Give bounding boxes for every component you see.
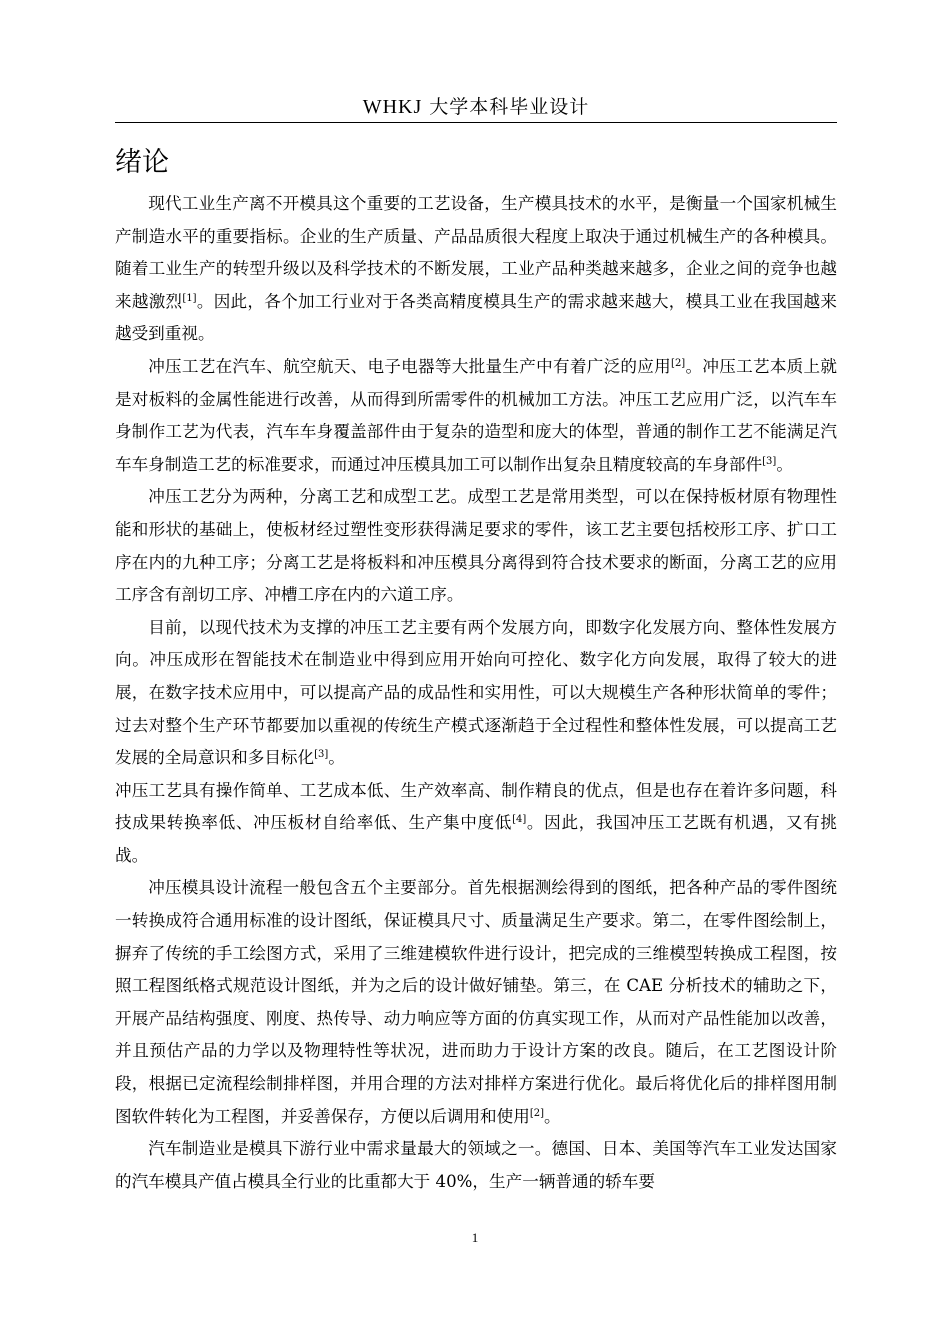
paragraph-text: 。 xyxy=(328,748,345,768)
paragraph xyxy=(115,775,837,873)
citation-ref: [3] xyxy=(762,455,777,467)
paragraph-text: 。因此，我国冲压工艺既有机遇，又有挑战。 xyxy=(115,813,838,865)
citation-ref: [4] xyxy=(512,814,527,826)
paragraph-text: 目前，以现代技术为支撑的冲压工艺主要有两个发展方向，即数字化发展方向、整体性发展方向。冲压成形在智能技术在制造业中得到应用开始向可控化、数字化方向发展，取得了较大的进展，在数字技术应用中，可以提高产品的成品性和实用性，可以大规模生产各种形状简单的零件；过去对整个生产环节都要加以重视的传统生产模式逐渐趋于全过程性和整体性发展，可以提高工艺发展的全局意识和多目标化 xyxy=(115,617,837,768)
paragraph xyxy=(115,481,837,611)
header-code: WHKJ xyxy=(362,96,423,118)
citation-ref: [2] xyxy=(529,1107,545,1119)
paragraph xyxy=(115,872,837,1133)
paragraph xyxy=(115,1133,837,1198)
paragraph-text: 冲压工艺在汽车、航空航天、电子电器等大批量生产中有着广泛的应用 xyxy=(148,356,672,376)
header-title: 大学本科毕业设计 xyxy=(422,96,590,118)
paragraph-text: 冲压模具设计流程一般包含五个主要部分。首先根据测绘得到的图纸，把各种产品的零件图统一转换成符合通用标准的设计图纸，保证模具尺寸、质量满足生产要求。第二，在零件图绘制上，摒弃了传统的手工绘图方式，采用了三维建模软件进行设计，把完成的三维模型转换成工程图，按照工程图纸格式规范设计图纸，并为之后的设计做好铺垫。第三，在 CAE 分析技术的辅助之下，开展产品结构强度、刚度、热传导、动力响应等方面的仿真实现工作，从而对产品性能加以改善，并且预估产品的力学以及物理特性等状况，进而助力于设计方案的改良。随后，在工艺图设计阶段，根据已定流程绘制排样图，并用合理的方法对排样方案进行优化。最后将优化后的排样图用制图软件转化为工程图，并妥善保存，方便以后调用和使用 xyxy=(115,878,837,1126)
paragraph xyxy=(115,351,837,481)
body-text xyxy=(115,188,837,1198)
paragraph-text: 现代工业生产离不开模具这个重要的工艺设备，生产模具技术的水平，是衡量一个国家机械生产制造水平的重要指标。企业的生产质量、产品品质很大程度上取决于通过机械生产的各种模具。随着工业生产的转型升级以及科学技术的不断发展，工业产品种类越来越多，企业之间的竞争也越来越激烈 xyxy=(115,194,837,311)
paragraph-text: 冲压工艺分为两种，分离工艺和成型工艺。成型工艺是常用类型，可以在保持板材原有物理性能和形状的基础上，使板材经过塑性变形获得满足要求的零件，该工艺主要包括校形工序、扩口工序在内的九种工序；分离工艺是将板料和冲压模具分离得到符合技术要求的断面，分离工艺的应用工序含有剖切工序、冲槽工序在内的六道工序。 xyxy=(115,487,837,605)
paragraph-text: 。 xyxy=(544,1106,561,1126)
paragraph-text: 冲压工艺具有操作简单、工艺成本低、生产效率高、制作精良的优点，但是也存在着许多问题，科技成果转换率低、冲压板材自给率低、生产集中度低 xyxy=(115,780,837,833)
paragraph-text: 。 xyxy=(776,454,793,474)
page-header xyxy=(115,92,837,123)
paragraph xyxy=(115,612,837,775)
paragraph-text: 。冲压工艺本质上就是对板料的金属性能进行改善，从而得到所需零件的机械加工方法。冲压工艺应用广泛，以汽车车身制作工艺为代表，汽车车身覆盖部件由于复杂的造型和庞大的体型，普通的制作工艺不能满足汽车车身制造工艺的标准要求，而通过冲压模具加工可以制作出复杂且精度较高的车身部件 xyxy=(115,356,838,474)
citation-ref: [2] xyxy=(671,357,686,369)
paragraph-text: 。因此，各个加工行业对于各类高精度模具生产的需求越来越大，模具工业在我国越来越受到重视。 xyxy=(115,291,838,344)
paragraph-text: 汽车制造业是模具下游行业中需求量最大的领域之一。德国、日本、美国等汽车工业发达国家的汽车模具产值占模具全行业的比重都大于 40%，生产一辆普通的轿车要 xyxy=(115,1139,837,1191)
paragraph xyxy=(115,188,837,351)
page-number: 1 xyxy=(471,1230,479,1245)
section-title: 绪论 xyxy=(115,147,169,178)
citation-ref: [1] xyxy=(182,292,197,304)
citation-ref: [3] xyxy=(314,749,329,761)
